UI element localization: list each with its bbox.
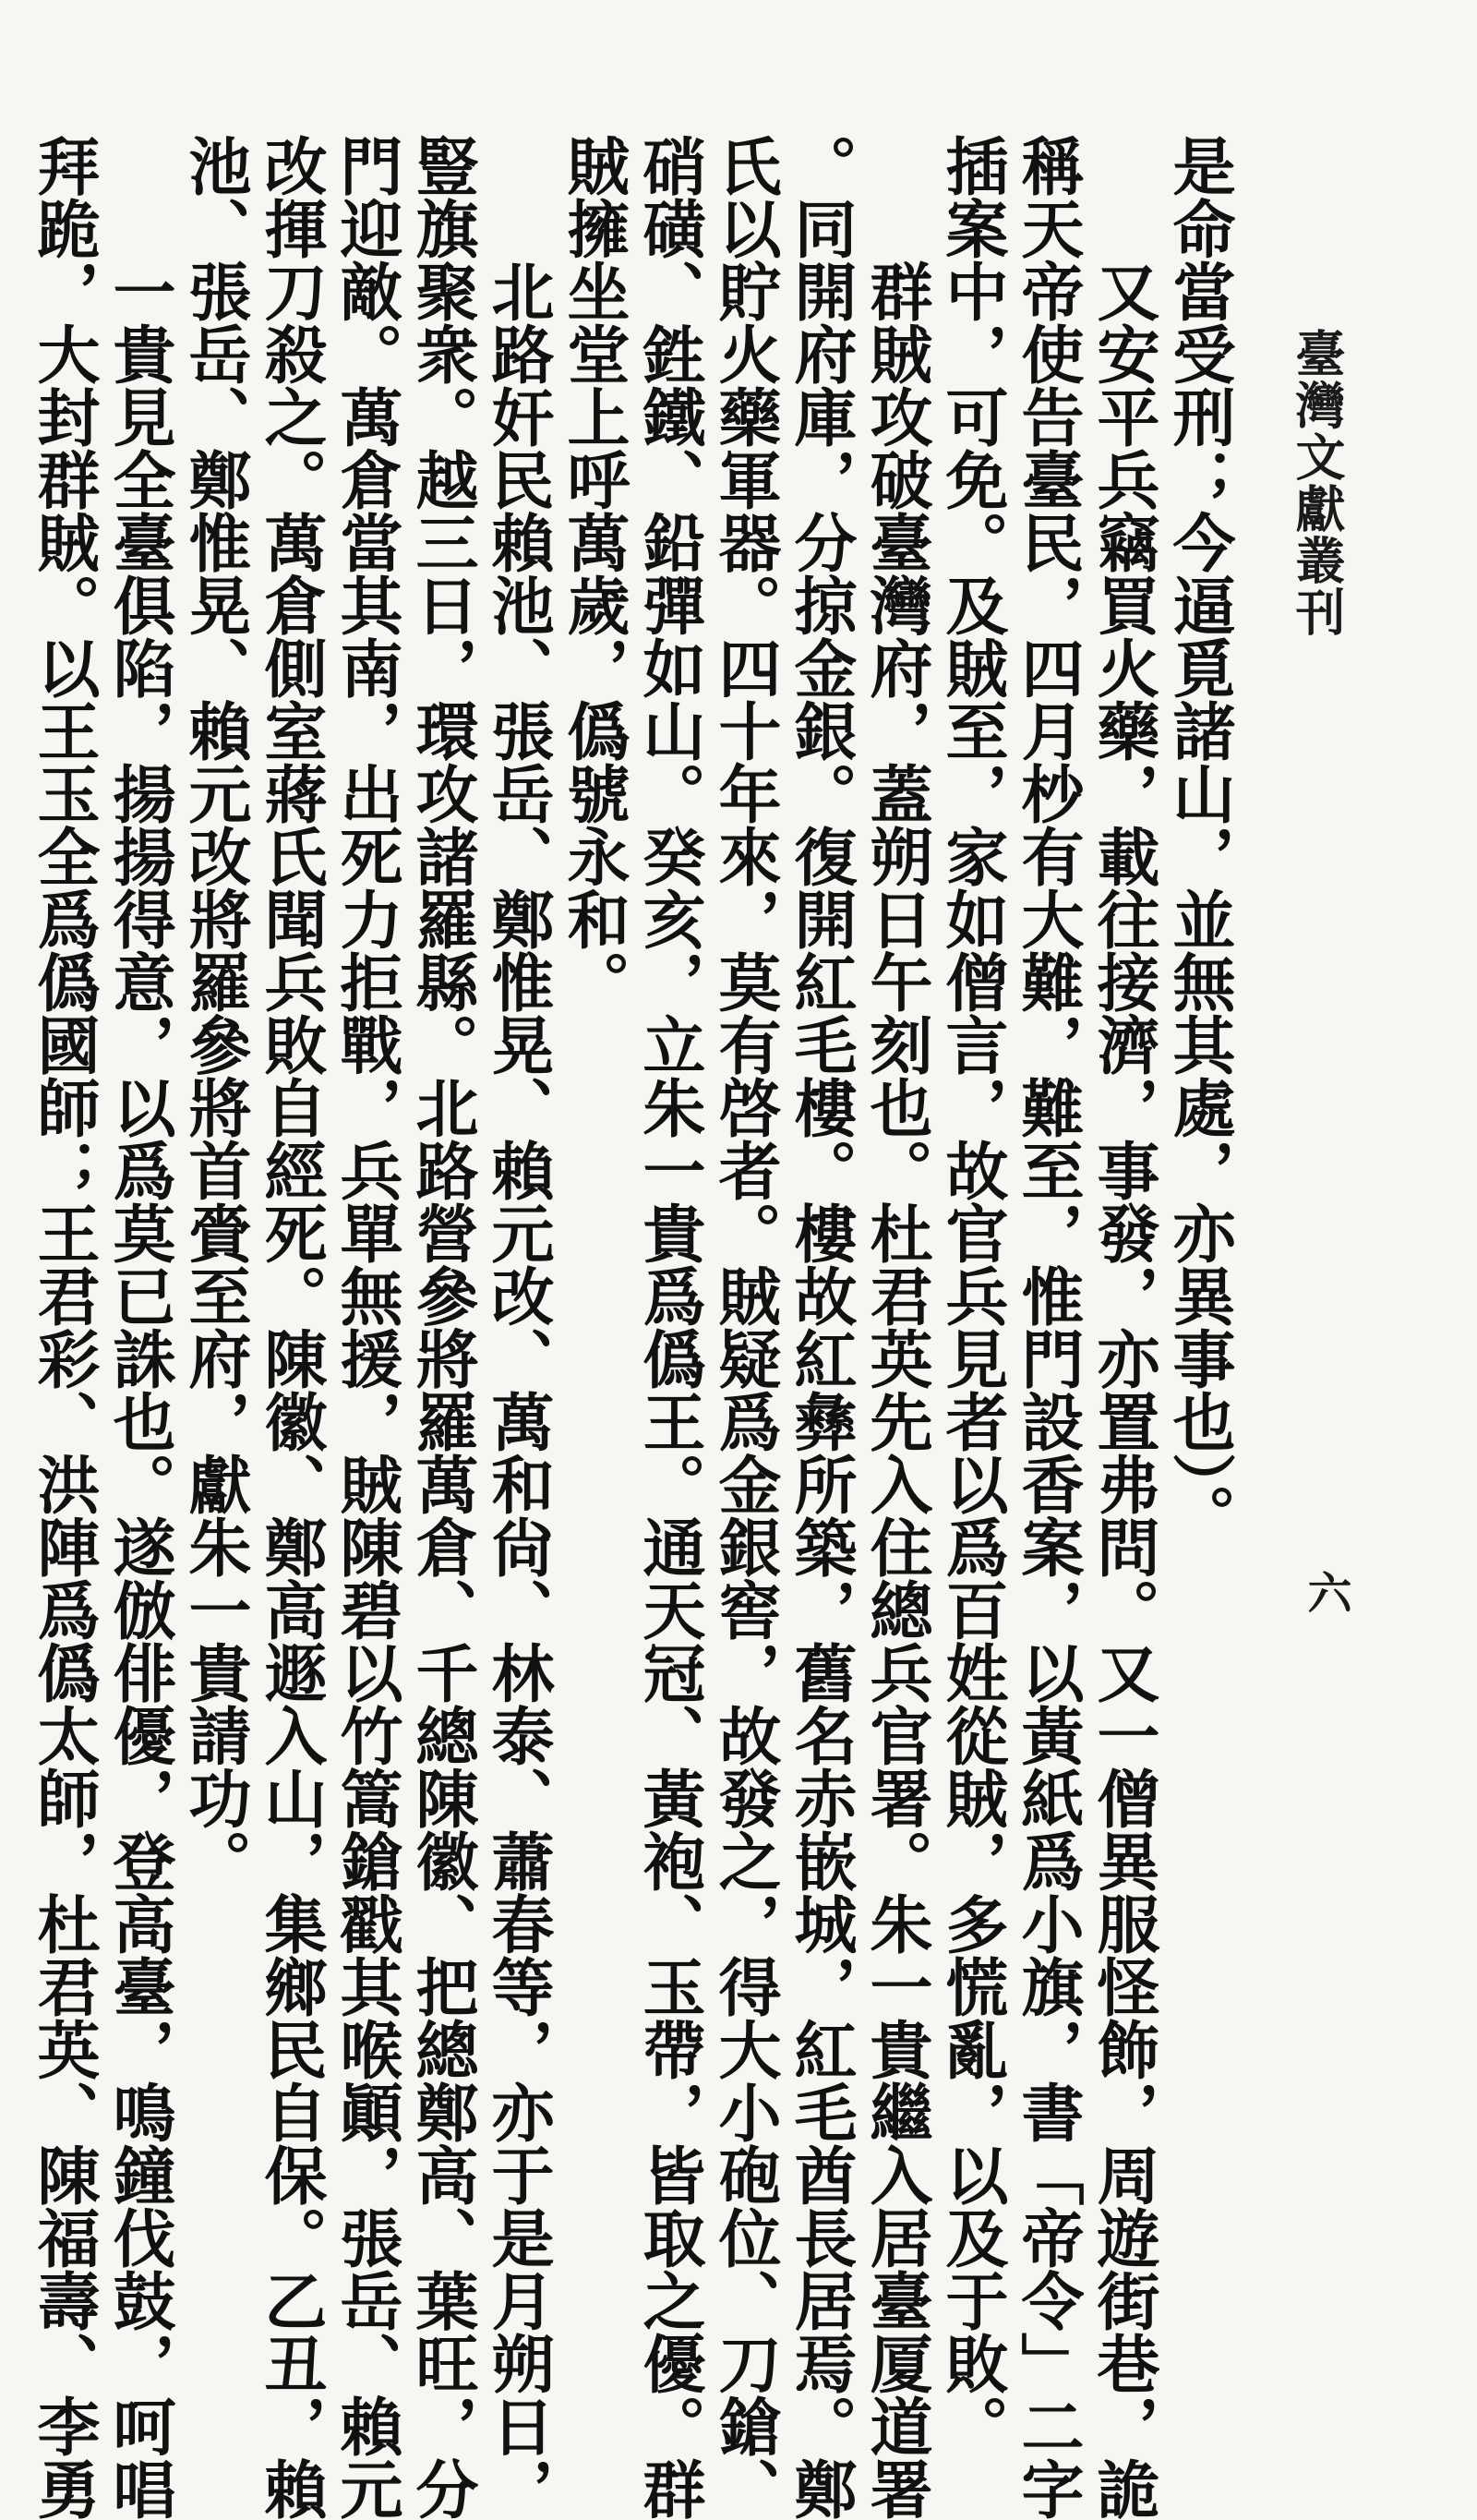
text-column-16: 拜跪，大封群賊。以王玉全爲僞國師；王君彩、洪陣爲僞太師，杜君英、陳福壽、李勇	[27, 134, 101, 2520]
text-column-4: 插案中，可免。及賊至，家如僧言，故官兵見者以爲百姓從賊，多慌亂，以及于敗。	[935, 134, 1009, 2457]
text-column-9: 賊擁坐堂上呼萬歲，僞號永和。	[557, 134, 630, 1013]
text-column-3: 稱天帝使告臺民，四月杪有大難，難至，惟門設香案，以黃紙爲小旗，書「帝令」二字	[1011, 134, 1085, 2520]
running-title: 臺灣文獻叢刊	[1288, 328, 1347, 638]
text-column-8: 硝磺、鉎鐵、鉛彈如山。癸亥，立朱一貴爲僞王。通天冠、黃袍、玉帶，皆取之優。群	[632, 134, 706, 2520]
text-column-14: 池、張岳、鄭惟晃、賴元改將羅參將首賫至府，獻朱一貴請功。	[178, 134, 252, 1892]
text-column-12: 門迎敵。萬倉當其南，出死力拒戰，兵單無援，賊陳碧以竹篙鎗戳其喉顚，張岳、賴元	[330, 134, 403, 2520]
text-column-11: 豎旗聚衆。越三日，環攻諸羅縣。北路營參將羅萬倉、千總陳徽、把總鄭高、葉旺，分	[405, 134, 479, 2520]
text-column-5: 群賊攻破臺灣府，蓋朔日午刻也。杜君英先入住總兵官署。朱一貴繼入居臺厦道署	[859, 259, 933, 2520]
body-text	[27, 134, 1237, 2520]
text-column-13: 改揮刀殺之。萬倉側室蔣氏聞兵敗自經死。陳徽、鄭高遯入山，集鄉民自保。乙丑，賴	[254, 134, 328, 2520]
text-column-2: 又安平兵竊買火藥，載往接濟，事發，亦置弗問。又一僧異服怪飾，周遊街巷，詭	[1087, 259, 1160, 2520]
text-column-7: 氏以貯火藥軍器。四十年來，莫有啓者。賊疑爲金銀窖，故發之，得大小砲位、刀鎗、	[708, 134, 782, 2520]
text-column-1: 是命當受刑；今逼覓諸山，並無其處，亦異事也）。	[1162, 134, 1236, 1547]
text-column-10: 北路奸民賴池、張岳、鄭惟晃、賴元改、萬和尙、林泰、蕭春等，亦于是月朔日，	[481, 259, 555, 2520]
text-column-15: 一貴見全臺俱陷，揚揚得意，以爲莫已誅也。遂倣俳優，登高臺，鳴鐘伐鼓，呵唱	[102, 259, 176, 2520]
text-column-6: 。同開府庫，分掠金銀。復開紅毛樓。樓故紅彝所築，舊名赤嵌城，紅毛酋長居焉。鄭	[784, 134, 858, 2520]
page-number: 六	[1300, 1570, 1351, 1614]
